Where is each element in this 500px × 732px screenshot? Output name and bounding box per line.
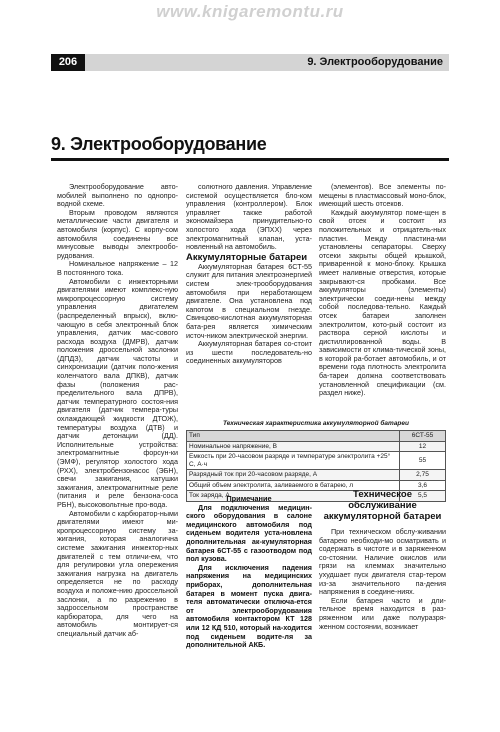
table-cell: Ток заряда, А — [187, 491, 400, 502]
table-cell: Номинальное напряжение, В — [187, 441, 400, 452]
column-middle — [186, 183, 312, 366]
table-caption: Техническая характеристика аккумуляторной батареи — [222, 420, 409, 427]
section-title: 9. Электрооборудование — [307, 56, 443, 68]
table-cell: 3,6 — [400, 480, 446, 491]
paragraph: (элементов). Все элементы по-мещены в пластмассовый моно-блок, имеющий шесть отсеков. — [319, 182, 446, 209]
note-paragraph: Для исключения падения напряжения на медицинских приборах, дополнительная батарея в момент пуска двига-теля автоматически отключа-ется от электрооборудования автомобиля контактором КТ 128 или 12 КД 510, который на-ходится под сиденьем водите-ля за дополнительной АКБ. — [186, 562, 312, 650]
chapter-divider — [51, 158, 449, 161]
page-number: 206 — [51, 54, 85, 71]
table-cell: 5,5 — [400, 491, 446, 502]
table-header-row — [187, 431, 446, 442]
table-header-cell: 6СТ-55 — [400, 431, 446, 442]
table-row — [187, 452, 446, 470]
paragraph: При техническом обслу-живании батарею необходи-мо осматривать и содержать в чистоте и в заряженном со-стоянии. Наличие окислов или грязи на клеммах значительно ухудшает пуск двигателя стар-тером из-за значительного па-дения напряжения в соедине-ниях. — [319, 527, 446, 597]
table-row — [187, 470, 446, 481]
table-header-cell: Тип — [187, 431, 400, 442]
table-row — [187, 441, 446, 452]
table-cell: Емкость при 20-часовом разряде и температуре электролита +25° С, А·ч — [187, 452, 400, 470]
paragraph: Автомобили с инжекторными двигателями имеют комплекс-ную микропроцессорную систему управления двигателем (распределенный впрыск), вклю-чающую в себя электронный блок управления, датчик мас-сового расхода воздуха (ДМРВ), датчик положения дроссельной заслонки (ДПДЗ), датчик частоты и синхронизации (датчик поло-жения коленчатого вала ДПКВ), датчик фазы (положения рас-пределительного вала ДПРВ), датчик температурного состоя-ния двигателя (датчик темпера-туры охлаждающей жидкости ДТОЖ), температуры воздуха (ДТВ) и датчик детонации (ДД). Исполнительные устройства: электромагнитные форсун-ки (ЭМФ), регулятор холостого хода (РХХ), электробензонасос (ЭБН), свечи зажигания, катушки зажигания, электромагнитные реле (питания и реле бензона-coca РБН), высоковольтные про-вода. — [57, 276, 178, 509]
watermark: www.knigaremontu.ru — [156, 2, 344, 21]
column-right-lower — [319, 489, 446, 631]
column-left — [57, 183, 178, 638]
note-paragraph: Для подключения медицин-ского оборудования в салоне медицинского автомобиля под сиденьем водителя уста-новлена дополнительная ак-кумуляторная батарея 6СТ-55 с газоотводом под пол кузова. — [186, 502, 312, 564]
section-heading: Аккумуляторные батареи — [186, 251, 308, 263]
paragraph: Электрооборудование авто-мобилей выполнено по однопро-водной схеме. — [57, 182, 178, 209]
paragraph: Каждый аккумулятор поме-щен в свой отсек и состоит из положительных и отрицатель-ных пластин. Между пластина-ми установлены сепараторы. Сверху отсеки закрыты общей крышкой, приваренной к моно-блоку. Крышка имеет наливные отверстия, которые закрывают-ся пробками. Все аккумуляторы (элементы) электрически соеди-нены между собой последова-тельно. Каждый отсек батареи заполнен электролитом, кото-рый состоит из раствора серной кислоты и дистиллированной воды. В зависимости от климa-тической зоны, в которой ра-ботает автомобиль, и от времени года плотность электролита ба-тареи должна соответствовать установленной спецификации (см. раздел ниже). — [319, 207, 446, 398]
page-header — [51, 54, 449, 71]
table-cell: 2,75 — [400, 470, 446, 481]
paragraph: Вторым проводом являются металлические части двигателя и автомобиля (корпус). С корпу-сом автомобиля соединены все минусовые выводы электрообо-рудования. — [57, 207, 178, 260]
section-heading: Техническое обслуживание аккумуляторной батареи — [323, 489, 442, 522]
paragraph: Аккумуляторная батарея со-стоит из шести последователь-но соединенных аккумуляторов — [186, 339, 312, 366]
paragraph: солютного давления. Управление системой осуществляется бло-ком управления (контроллером). Блок управляет также работой экономайзера принудительно-го холостого хода (ЭПХХ) через электромагнитный клапан, уста-новленный на автомобиль. — [186, 182, 312, 252]
table-cell: 12 — [400, 441, 446, 452]
paragraph: Номинальное напряжение – 12 В постоянного тока. — [57, 259, 178, 277]
paragraph: Если батарея часто и дли-тельное время находится в раз-ряженном или даже полуразря-женном состоянии, возникает — [319, 595, 446, 631]
table-cell: 55 — [400, 452, 446, 470]
table-cell: Разрядный ток при 20-часовом разряде, А — [187, 470, 400, 481]
note-title: Примечание — [226, 494, 272, 503]
paragraph: Аккумуляторная батарея 6СТ-55 служит для питания электроэнергией систем элек-трооборудования автомобиля при неработающем двигателе. Она установлена под капотом в специальном гнезде. Свинцово-кислотная аккумуляторная бата-рея является химическим источ-ником электрической энергии. — [186, 261, 312, 340]
note-block — [186, 495, 312, 650]
column-right — [319, 183, 446, 398]
chapter-title: 9. Электрооборудование — [51, 134, 267, 154]
paragraph: Автомобили с карбюратор-ными двигателями имеют ми-кропроцессорную систему за-жигания, которая аналогична системе зажигания инжектор-ных двигателей с тем отличи-ем, что для регулировки угла опережения зажигания нагрузка на двигатель определяется не по расходу воздуха и положе-нию дроссельной заслонки, а по разрежению в задроссельном пространстве карбюратора, для чего на автомобиль монтирует-ся специальный датчик аб- — [57, 508, 178, 638]
table-cell: Общий объем электролита, заливаемого в батарею, л — [187, 480, 400, 491]
